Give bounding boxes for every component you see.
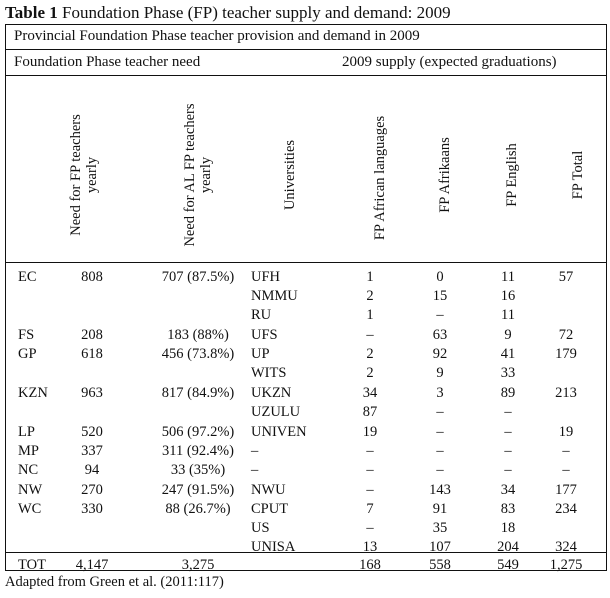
cell-fp-english: 16 <box>500 288 516 304</box>
column-header-fp-afrikaans: FP Afrikaans <box>437 137 453 213</box>
cell-fp-afrikaans: 107 <box>429 539 451 555</box>
cell-need-fp: 330 <box>81 501 103 517</box>
table-title-text: Foundation Phase (FP) teacher supply and demand: 2009 <box>57 3 451 22</box>
cell-fp-african-languages: 19 <box>362 424 378 440</box>
rule-header <box>5 262 607 263</box>
cell-fp-african-languages: 2 <box>366 346 374 362</box>
column-header-need-fp: Need for FP teachers yearly <box>68 114 100 236</box>
cell-need-al-fp: 707 (87.5%) <box>161 269 235 285</box>
cell-need-fp: 963 <box>81 385 103 401</box>
cell-fp-english: 33 <box>500 365 516 381</box>
cell-province: TOT <box>18 557 46 573</box>
cell-fp-afrikaans: – <box>436 404 444 420</box>
cell-need-fp: 618 <box>81 346 103 362</box>
cell-university: – <box>251 443 259 459</box>
cell-need-fp: 520 <box>81 424 103 440</box>
cell-fp-afrikaans: 3 <box>436 385 444 401</box>
cell-fp-afrikaans: – <box>436 307 444 323</box>
cell-need-fp: 94 <box>84 462 100 478</box>
cell-province: NC <box>18 462 39 478</box>
cell-need-al-fp: 183 (88%) <box>167 327 229 343</box>
cell-fp-african-languages: – <box>366 462 374 478</box>
cell-fp-african-languages: 2 <box>366 288 374 304</box>
cell-fp-african-languages: – <box>366 443 374 459</box>
cell-fp-total: 213 <box>555 385 577 401</box>
cell-university: RU <box>251 307 272 323</box>
cell-fp-african-languages: 7 <box>366 501 374 517</box>
cell-province: NW <box>18 482 43 498</box>
cell-university: US <box>251 520 270 536</box>
cell-fp-english: 11 <box>501 269 515 285</box>
cell-fp-english: 549 <box>497 557 519 573</box>
cell-fp-english: 11 <box>501 307 515 323</box>
cell-fp-african-languages: – <box>366 482 374 498</box>
cell-fp-afrikaans: 91 <box>432 501 448 517</box>
cell-need-al-fp: 506 (97.2%) <box>161 424 235 440</box>
cell-fp-afrikaans: – <box>436 443 444 459</box>
cell-fp-total: 1,275 <box>549 557 583 573</box>
cell-university: NWU <box>251 482 286 498</box>
cell-fp-total: 19 <box>558 424 574 440</box>
cell-need-fp: 208 <box>81 327 103 343</box>
cell-fp-english: – <box>504 462 512 478</box>
cell-fp-african-languages: 87 <box>362 404 378 420</box>
cell-fp-total: 72 <box>558 327 574 343</box>
cell-fp-afrikaans: 63 <box>432 327 448 343</box>
cell-fp-afrikaans: – <box>436 424 444 440</box>
cell-fp-african-languages: 1 <box>366 269 374 285</box>
cell-university: UKZN <box>251 385 292 401</box>
cell-need-al-fp: 247 (91.5%) <box>161 482 235 498</box>
column-header-universities: Universities <box>282 139 298 211</box>
cell-need-al-fp: 88 (26.7%) <box>165 501 231 517</box>
cell-fp-english: 9 <box>504 327 512 343</box>
cell-fp-afrikaans: 35 <box>432 520 448 536</box>
table-subtitle: Provincial Foundation Phase teacher provision and demand in 2009 <box>14 28 420 44</box>
cell-university: – <box>251 462 259 478</box>
cell-need-al-fp: 33 (35%) <box>170 462 226 478</box>
group-header-need: Foundation Phase teacher need <box>14 54 201 70</box>
cell-university: UNIVEN <box>251 424 307 440</box>
cell-fp-afrikaans: 0 <box>436 269 444 285</box>
cell-fp-total: 234 <box>555 501 577 517</box>
cell-university: UFH <box>251 269 281 285</box>
cell-fp-african-languages: 2 <box>366 365 374 381</box>
rule-group <box>5 75 607 76</box>
cell-fp-total: 324 <box>555 539 577 555</box>
cell-need-fp: 270 <box>81 482 103 498</box>
cell-province: EC <box>18 269 37 285</box>
cell-province: WC <box>18 501 42 517</box>
cell-fp-total: 57 <box>558 269 574 285</box>
cell-university: UP <box>251 346 270 362</box>
column-header-fp-total: FP Total <box>570 150 586 200</box>
cell-fp-english: 204 <box>497 539 519 555</box>
cell-fp-afrikaans: 143 <box>429 482 451 498</box>
cell-province: LP <box>18 424 35 440</box>
cell-fp-african-languages: 13 <box>362 539 378 555</box>
cell-need-al-fp: 817 (84.9%) <box>161 385 235 401</box>
cell-province: MP <box>18 443 39 459</box>
cell-need-al-fp: 456 (73.8%) <box>161 346 235 362</box>
cell-need-fp: 4,147 <box>75 557 109 573</box>
cell-fp-african-languages: – <box>366 520 374 536</box>
cell-fp-total: – <box>562 443 570 459</box>
cell-province: FS <box>18 327 35 343</box>
cell-fp-african-languages: – <box>366 327 374 343</box>
cell-fp-english: – <box>504 404 512 420</box>
cell-province: KZN <box>18 385 48 401</box>
cell-university: CPUT <box>251 501 289 517</box>
cell-university: NMMU <box>251 288 298 304</box>
cell-fp-english: 18 <box>500 520 516 536</box>
cell-need-fp: 808 <box>81 269 103 285</box>
column-header-fp-african-languages: FP African languages <box>372 115 388 241</box>
rule-right <box>606 24 607 571</box>
cell-university: UNISA <box>251 539 296 555</box>
table-label: Table 1 <box>5 3 58 22</box>
cell-fp-english: – <box>504 443 512 459</box>
cell-university: WITS <box>251 365 287 381</box>
cell-fp-afrikaans: 9 <box>436 365 444 381</box>
cell-fp-english: 89 <box>500 385 516 401</box>
cell-fp-african-languages: 34 <box>362 385 378 401</box>
column-header-need-al-fp: Need for AL FP teachers yearly <box>182 103 214 247</box>
cell-fp-english: 41 <box>500 346 516 362</box>
cell-university: UFS <box>251 327 278 343</box>
cell-fp-afrikaans: – <box>436 462 444 478</box>
cell-province: GP <box>18 346 37 362</box>
cell-fp-english: – <box>504 424 512 440</box>
cell-need-fp: 337 <box>81 443 103 459</box>
group-header-supply: 2009 supply (expected graduations) <box>342 54 557 70</box>
cell-need-al-fp: 311 (92.4%) <box>162 443 234 459</box>
cell-university: UZULU <box>251 404 301 420</box>
column-header-fp-english: FP English <box>504 143 520 207</box>
table-source: Adapted from Green et al. (2011:117) <box>5 574 224 590</box>
cell-fp-total: 179 <box>555 346 577 362</box>
cell-fp-total: 177 <box>555 482 577 498</box>
rule-top <box>5 24 607 25</box>
cell-fp-english: 83 <box>500 501 516 517</box>
rule-sub <box>5 49 607 50</box>
cell-fp-total: – <box>562 462 570 478</box>
cell-fp-afrikaans: 558 <box>429 557 451 573</box>
cell-fp-african-languages: 1 <box>366 307 374 323</box>
cell-fp-african-languages: 168 <box>359 557 381 573</box>
cell-fp-afrikaans: 15 <box>432 288 448 304</box>
cell-fp-english: 34 <box>500 482 516 498</box>
rule-left <box>5 24 6 571</box>
table-title <box>5 3 451 23</box>
cell-need-al-fp: 3,275 <box>181 557 215 573</box>
cell-fp-afrikaans: 92 <box>432 346 448 362</box>
